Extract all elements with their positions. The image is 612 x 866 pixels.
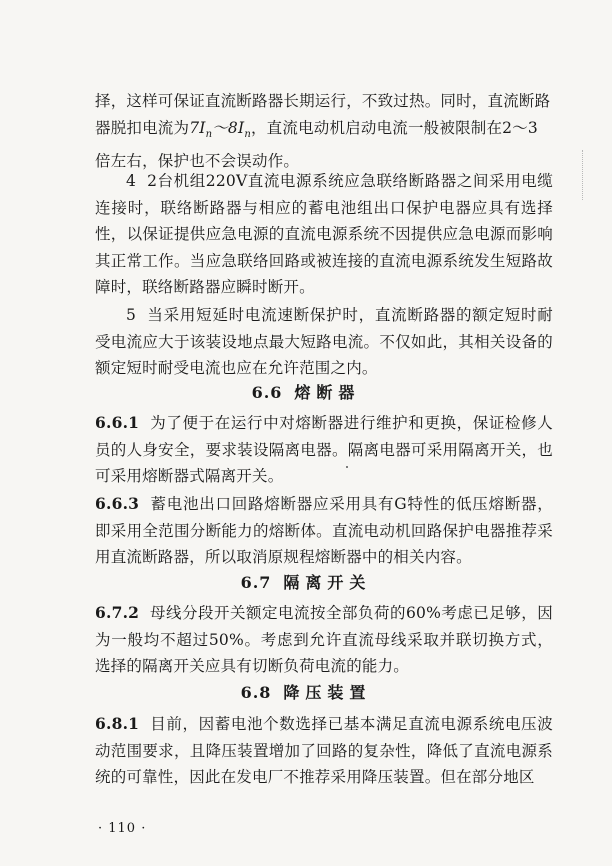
clause-number: 6.7.2	[95, 603, 140, 622]
section-heading-6-8	[0, 680, 612, 703]
page-number: · 110 ·	[98, 821, 147, 836]
subscript: n	[244, 128, 251, 140]
section-title: 隔离开关	[283, 573, 372, 592]
clause-6-8-1	[95, 711, 553, 791]
clause-text: 蓄电池出口回路熔断器应采用具有G特性的低压熔断器，即采用全范围分断能力的熔断体。直流电动机回路保护电器推荐采用直流断路器，所以取消原规程熔断器中的相关内容。	[95, 495, 553, 566]
item-number: 5	[126, 306, 137, 324]
clause-text: 目前，因蓄电池个数选择已基本满足直流电源系统电压波动范围要求，且降压装置增加了回路的复杂性，降低了直流电源系统的可靠性，因此在发电厂不推荐采用降压装置。但在部分地区	[95, 715, 553, 786]
section-number: 6.8	[240, 683, 272, 702]
subscript: n	[205, 128, 213, 140]
clause-text: 为了便于在运行中对熔断器进行维护和更换，保证检修人员的人身安全，要求装设隔离电器。隔离电器可采用隔离开关，也可采用熔断器式隔离开关。	[95, 414, 553, 485]
section-number: 6.7	[240, 573, 272, 592]
formula-text: 7I	[189, 118, 206, 137]
item-text: 2台机组220V直流电源系统应急联络断路器之间采用电缆连接时，联络断路器与相应的蓄电池组出口保护电器应具有选择性，以保证提供应急电源的直流电源系统不因提供应急电源而影响其正常工作。当应急联络回路或被连接的直流电源系统发生短路故障时，联络断路器应瞬时断开。	[95, 172, 553, 296]
clause-6-6-1	[95, 410, 553, 490]
clause-text: 母线分段开关额定电流按全部负荷的60%考虑已足够，因为一般均不超过50%。考虑到允许直流母线采取并联切换方式，选择的隔离开关应具有切断负荷电流的能力。	[95, 604, 553, 675]
line-text: ，直流电动机启动电流一般被限制在2～3	[250, 118, 538, 137]
section-heading-6-7	[0, 570, 612, 593]
clause-number: 6.6.3	[95, 494, 140, 513]
item-4-paragraph	[95, 168, 553, 301]
line-text: 倍左右，保护也不会误动作。	[95, 152, 300, 171]
section-number: 6.6	[251, 383, 283, 402]
margin-scan-mark	[582, 150, 584, 200]
line-text: 器脱扣电流为	[95, 118, 190, 137]
item-number: 4	[126, 172, 137, 190]
item-5-paragraph	[95, 302, 553, 382]
section-title: 降压装置	[283, 683, 372, 702]
paragraph-continuation	[95, 88, 553, 175]
clause-number: 6.6.1	[95, 413, 140, 432]
clause-6-6-3	[95, 491, 553, 571]
section-title: 熔断器	[294, 383, 361, 402]
section-heading-6-6	[0, 380, 612, 403]
item-text: 当采用短延时电流速断保护时，直流断路器的额定短时耐受电流应大于该装设地点最大短路电流。不仅如此，其相关设备的额定短时耐受电流也应在允许范围之内。	[95, 306, 553, 377]
clause-number: 6.8.1	[95, 714, 140, 733]
clause-6-7-2	[95, 600, 553, 680]
line-text: 择，这样可保证直流断路器长期运行，不致过热。同时，直流断路	[95, 92, 551, 110]
formula-text: ～8I	[212, 118, 245, 137]
scan-speck	[346, 466, 348, 468]
